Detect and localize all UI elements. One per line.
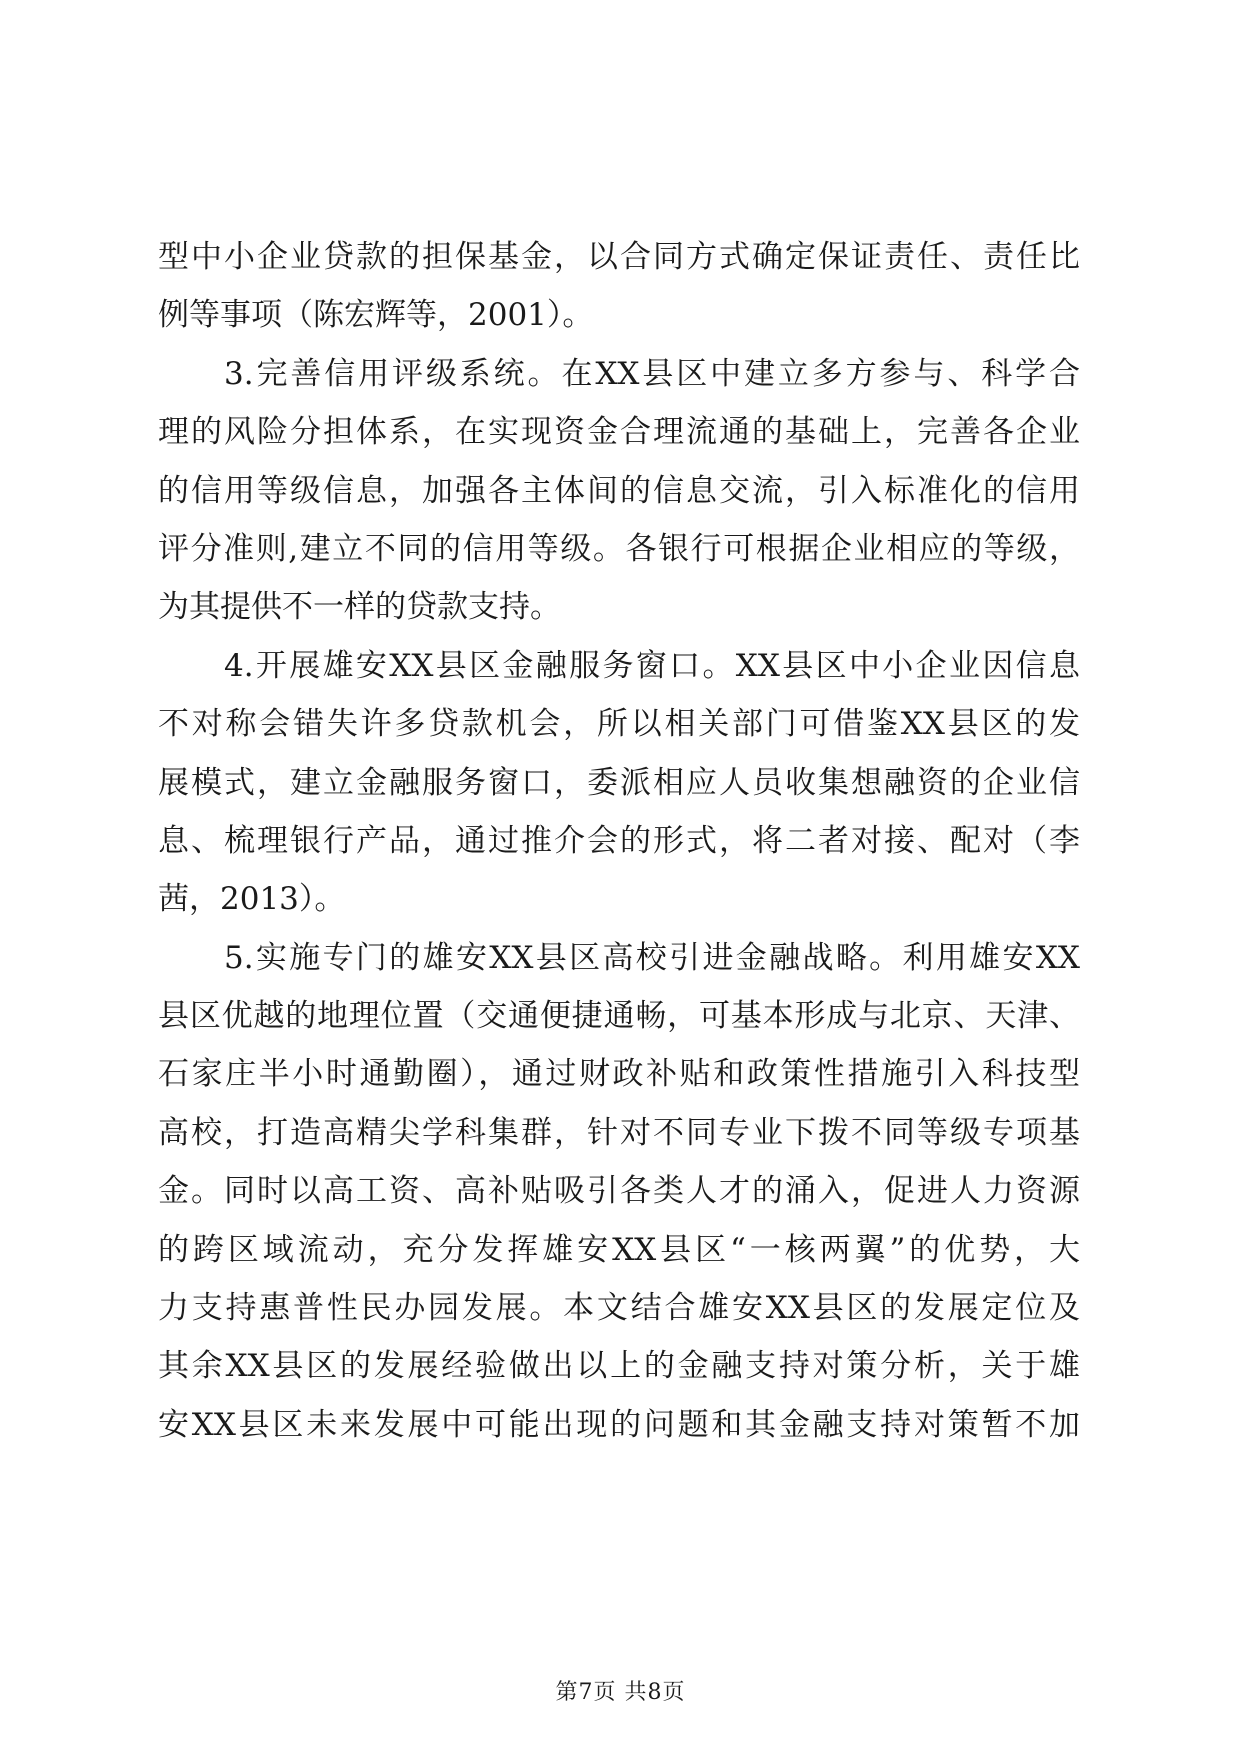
text-line: 不对称会错失许多贷款机会，所以相关部门可借鉴XX县区的发 bbox=[158, 706, 1080, 743]
text-line: 石家庄半小时通勤圈），通过财政补贴和政策性措施引入科技型 bbox=[158, 1056, 1080, 1093]
text-line: 县区优越的地理位置（交通便捷通畅，可基本形成与北京、天津、 bbox=[158, 998, 1080, 1035]
text-line: 的信用等级信息，加强各主体间的信息交流，引入标准化的信用 bbox=[158, 472, 1080, 509]
text-line: 的跨区域流动，充分发挥雄安XX县区“一核两翼”的优势，大 bbox=[158, 1231, 1080, 1268]
text-line: 例等事项（陈宏辉等，2001）。 bbox=[158, 297, 594, 334]
text-line: 金。同时以高工资、高补贴吸引各类人才的涌入，促进人力资源 bbox=[158, 1173, 1080, 1210]
page-number: 第7页 共8页 bbox=[555, 1680, 686, 1705]
text-line: 为其提供不一样的贷款支持。 bbox=[158, 589, 561, 626]
text-line: 型中小企业贷款的担保基金，以合同方式确定保证责任、责任比 bbox=[158, 239, 1080, 275]
text-line: 息、梳理银行产品，通过推介会的形式，将二者对接、配对（李 bbox=[158, 822, 1080, 859]
text-line: 安XX县区未来发展中可能出现的问题和其金融支持对策暂不加 bbox=[158, 1406, 1080, 1443]
text-line: 力支持惠普性民办园发展。本文结合雄安XX县区的发展定位及 bbox=[158, 1290, 1080, 1327]
text-line: 3.完善信用评级系统。在XX县区中建立多方参与、科学合 bbox=[224, 355, 1080, 392]
text-line: 其余XX县区的发展经验做出以上的金融支持对策分析，关于雄 bbox=[158, 1348, 1080, 1385]
document-body bbox=[158, 228, 1080, 1454]
text-line: 评分准则,建立不同的信用等级。各银行可根据企业相应的等级， bbox=[158, 530, 1080, 567]
text-line: 茜，2013）。 bbox=[158, 881, 346, 918]
text-line: 理的风险分担体系，在实现资金合理流通的基础上，完善各企业 bbox=[158, 414, 1080, 451]
text-line: 展模式，建立金融服务窗口，委派相应人员收集想融资的企业信 bbox=[158, 764, 1080, 801]
text-line: 4.开展雄安XX县区金融服务窗口。XX县区中小企业因信息 bbox=[224, 647, 1080, 684]
text-line: 高校，打造高精尖学科集群，针对不同专业下拨不同等级专项基 bbox=[158, 1114, 1080, 1151]
text-line: 5.实施专门的雄安XX县区高校引进金融战略。利用雄安XX bbox=[224, 939, 1080, 976]
